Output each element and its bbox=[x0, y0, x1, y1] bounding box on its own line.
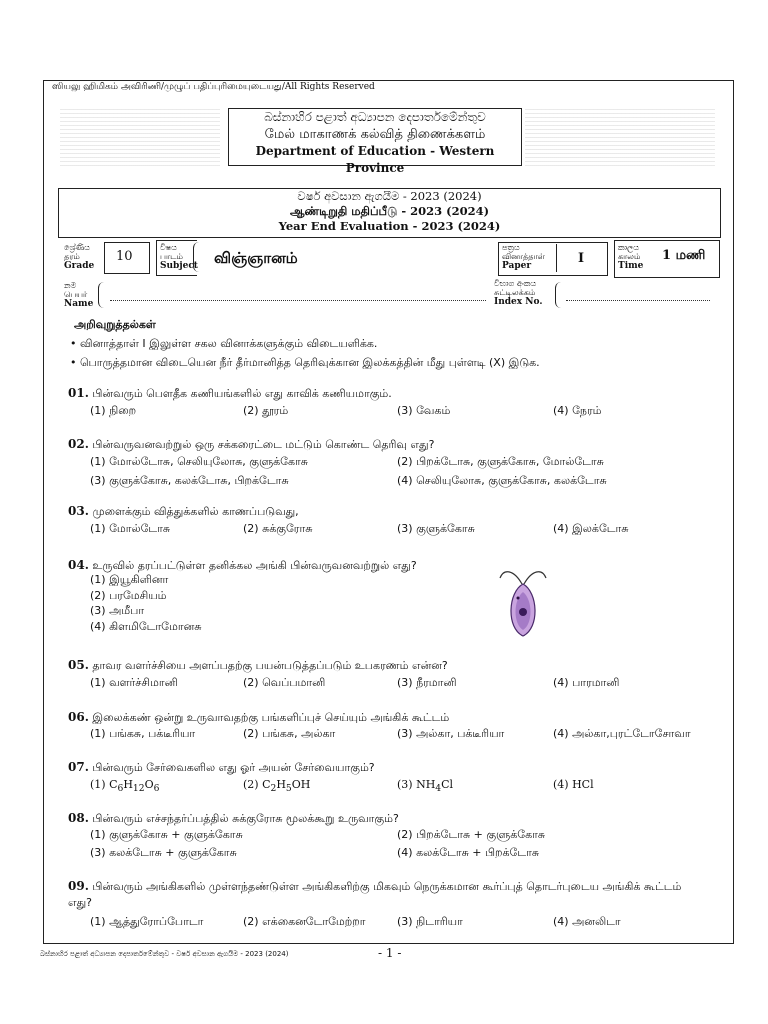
option[interactable]: (1) இயூகிளினா bbox=[90, 573, 169, 586]
option[interactable]: (3) அல்கா, பக்டீரியா bbox=[397, 727, 505, 740]
background-noise-left bbox=[60, 106, 220, 166]
paper-label: පත්‍රය வினாத்தாள் Paper bbox=[502, 243, 545, 271]
time-value: 1 மணி bbox=[662, 248, 706, 263]
option[interactable]: (4) கிளமிடோமோனசு bbox=[90, 620, 202, 633]
option[interactable]: (3) குளுக்கோசு bbox=[397, 522, 475, 535]
page-number: - 1 - bbox=[378, 946, 402, 960]
name-label: නම பெயர் Name bbox=[64, 281, 94, 309]
instruction-item: • பொருத்தமான விடையென நீர் தீர்மானித்த தெரிவுக்கான இலக்கத்தின் மீது புள்ளடி (X) இடுக. bbox=[70, 356, 540, 369]
option[interactable]: (2) தூரம் bbox=[243, 404, 289, 417]
instruction-item: • வினாத்தாள் I இலுள்ள சகல வினாக்களுக்கும் விடையளிக்க. bbox=[70, 337, 378, 350]
eval-english: Year End Evaluation - 2023 (2024) bbox=[278, 219, 501, 233]
grade-label: ශ්‍රේණිය தரம் Grade bbox=[64, 243, 95, 271]
option[interactable]: (4) இலக்டோசு bbox=[553, 522, 629, 535]
option[interactable]: (3) கலக்டோசு + குளுக்கோசு bbox=[90, 846, 237, 859]
background-noise-right bbox=[525, 106, 715, 166]
option[interactable]: (2) பிறக்டோசு + குளுக்கோசு bbox=[397, 828, 546, 841]
question-01: 01. பின்வரும் பௌதீக கணியங்களில் எது காவிக் கணியமாகும். bbox=[68, 386, 392, 400]
option[interactable]: (1) மோல்டோசு, செலியுலோசு, குளுக்கோசு bbox=[90, 455, 308, 468]
option[interactable]: (1) பங்கசு, பக்டீரியா bbox=[90, 727, 196, 740]
evaluation-title-box bbox=[58, 188, 721, 238]
question-08: 08. பின்வரும் எச்சந்தர்ப்பத்தில் சுக்குரோசு மூலக்கூறு உருவாகும்? bbox=[68, 811, 399, 825]
option[interactable]: (1) $C_6H_{12}O_6$ bbox=[90, 778, 160, 795]
dept-english: Department of Education - Western Province bbox=[255, 144, 495, 175]
question-02: 02. பின்வருவனவற்றுல் ஒரு சக்கரைட்டை மட்டும் கொண்ட தெரிவு எது? bbox=[68, 437, 435, 451]
chlamydomonas-illustration bbox=[488, 562, 558, 644]
option[interactable]: (1) மோல்டோசு bbox=[90, 522, 171, 535]
option[interactable]: (4) செலியுலோசு, குளுக்கோசு, கலக்டோசு bbox=[397, 474, 607, 487]
option[interactable]: (1) வளர்ச்சிமானி bbox=[90, 676, 178, 689]
instructions-title: அறிவுறுத்தல்கள் bbox=[74, 318, 156, 331]
option[interactable]: (2) எக்கைனடோமேற்றா bbox=[243, 915, 366, 928]
question-07: 07. பின்வரும் சேர்வைகளில எது ஓர் அயன் சேர்வையாகும்? bbox=[68, 760, 375, 774]
name-brace bbox=[98, 282, 105, 308]
option[interactable]: (4) கலக்டோசு + பிறக்டோசு bbox=[397, 846, 540, 859]
option[interactable]: (4) HCl bbox=[553, 778, 594, 791]
flagellum-right bbox=[524, 572, 546, 584]
question-03: 03. முளைக்கும் வித்துக்களில் காணப்படுவது, bbox=[68, 504, 299, 518]
name-field[interactable] bbox=[110, 300, 486, 301]
department-box bbox=[228, 108, 522, 175]
option[interactable]: (2) வெப்பமானி bbox=[243, 676, 326, 689]
eyespot bbox=[517, 597, 520, 600]
option[interactable]: (2) சுக்குரோசு bbox=[243, 522, 313, 535]
eval-tamil: ஆண்டிறுதி மதிப்பீடு - 2023 (2024) bbox=[289, 204, 490, 218]
index-label: විභාග අංකය சுட்டிலக்கம் Index No. bbox=[494, 279, 543, 307]
option[interactable]: (3) வேகம் bbox=[397, 404, 451, 417]
subject-label: විෂය பாடம் Subject bbox=[160, 243, 198, 271]
paper-divider bbox=[556, 244, 557, 272]
dept-tamil: மேல் மாகாணக் கல்வித் திணைக்களம் bbox=[264, 127, 486, 142]
option[interactable]: (3) குளுக்கோசு, கலக்டோசு, பிறக்டோசு bbox=[90, 474, 289, 487]
option[interactable]: (2) பரமேசியம் bbox=[90, 589, 167, 602]
paper-box bbox=[498, 242, 608, 276]
question-06: 06. இலைக்கண் ஒன்று உருவாவதற்கு பங்களிப்புச் செய்யும் அங்கிக் கூட்டம் bbox=[68, 710, 450, 724]
option[interactable]: (4) அனலிடா bbox=[553, 915, 621, 928]
rights-notice: ஸியலு ஹிமிகம் அவிரிணி/முழுப் பதிப்புரிமையுடையது/All Rights Reserved bbox=[52, 82, 375, 92]
option[interactable]: (3) $NH_4Cl$ bbox=[397, 778, 454, 795]
option[interactable]: (1) நிறை bbox=[90, 404, 137, 417]
option[interactable]: (1) குளுக்கோசு + குளுக்கோசு bbox=[90, 828, 243, 841]
option[interactable]: (1) ஆத்துரோப்போடா bbox=[90, 915, 204, 928]
dept-sinhala: බස්නාහිර පළාත් අධ්‍යාපන දෙපාර්තමේන්තුව bbox=[264, 110, 486, 124]
paper-value: I bbox=[578, 251, 585, 266]
pyrenoid bbox=[519, 608, 527, 616]
subject-label-box bbox=[156, 240, 197, 276]
option[interactable]: (2) பங்கசு, அல்கா bbox=[243, 727, 336, 740]
footer-text: බස්නාහිර පළාත් අධ්‍යාපන දෙපාර්තමේන්තුව - වර්ෂ අවසාන ඇගයීම - 2023 (2024) bbox=[40, 950, 289, 958]
grade-value: 10 bbox=[116, 249, 133, 264]
option[interactable]: (4) நேரம் bbox=[553, 404, 602, 417]
option[interactable]: (3) நீரமானி bbox=[397, 676, 457, 689]
option[interactable]: (4) பாரமானி bbox=[553, 676, 620, 689]
question-05: 05. தாவர வளர்ச்சியை அளப்பதற்கு பயன்படுத்தப்படும் உபகரணம் என்ன? bbox=[68, 658, 448, 672]
option[interactable]: (2) பிறக்டோசு, குளுக்கோசு, மோல்டோசு bbox=[397, 455, 604, 468]
flagellum-left bbox=[500, 572, 522, 584]
eval-sinhala: වර්ෂ අවසාන ඇගයීම - 2023 (2024) bbox=[297, 189, 482, 203]
option[interactable]: (4) அல்கா,புரட்டோசோவா bbox=[553, 727, 691, 740]
question-09: 09. பின்வரும் அங்கிகளில் முள்ளந்தண்டுள்ள அங்கிகளிற்கு மிகவும் நெருக்கமான கூர்ப்புத் தொடர்புடைய அங்கிக் கூட்டம் எது? bbox=[68, 879, 682, 909]
index-brace bbox=[555, 282, 562, 308]
question-04: 04. உருவில் தரப்பட்டுள்ள தனிக்கல அங்கி பின்வருவனவற்றுல் எது? bbox=[68, 558, 417, 572]
option[interactable]: (2) $C_2H_5OH$ bbox=[243, 778, 311, 795]
option[interactable]: (3) அமீபா bbox=[90, 604, 145, 617]
option[interactable]: (3) நிடாரியா bbox=[397, 915, 463, 928]
time-label: කාලය காலம் Time bbox=[618, 243, 644, 271]
subject-brace bbox=[193, 242, 202, 272]
index-field[interactable] bbox=[566, 300, 710, 301]
subject-value: விஞ்ஞானம் bbox=[214, 249, 298, 267]
